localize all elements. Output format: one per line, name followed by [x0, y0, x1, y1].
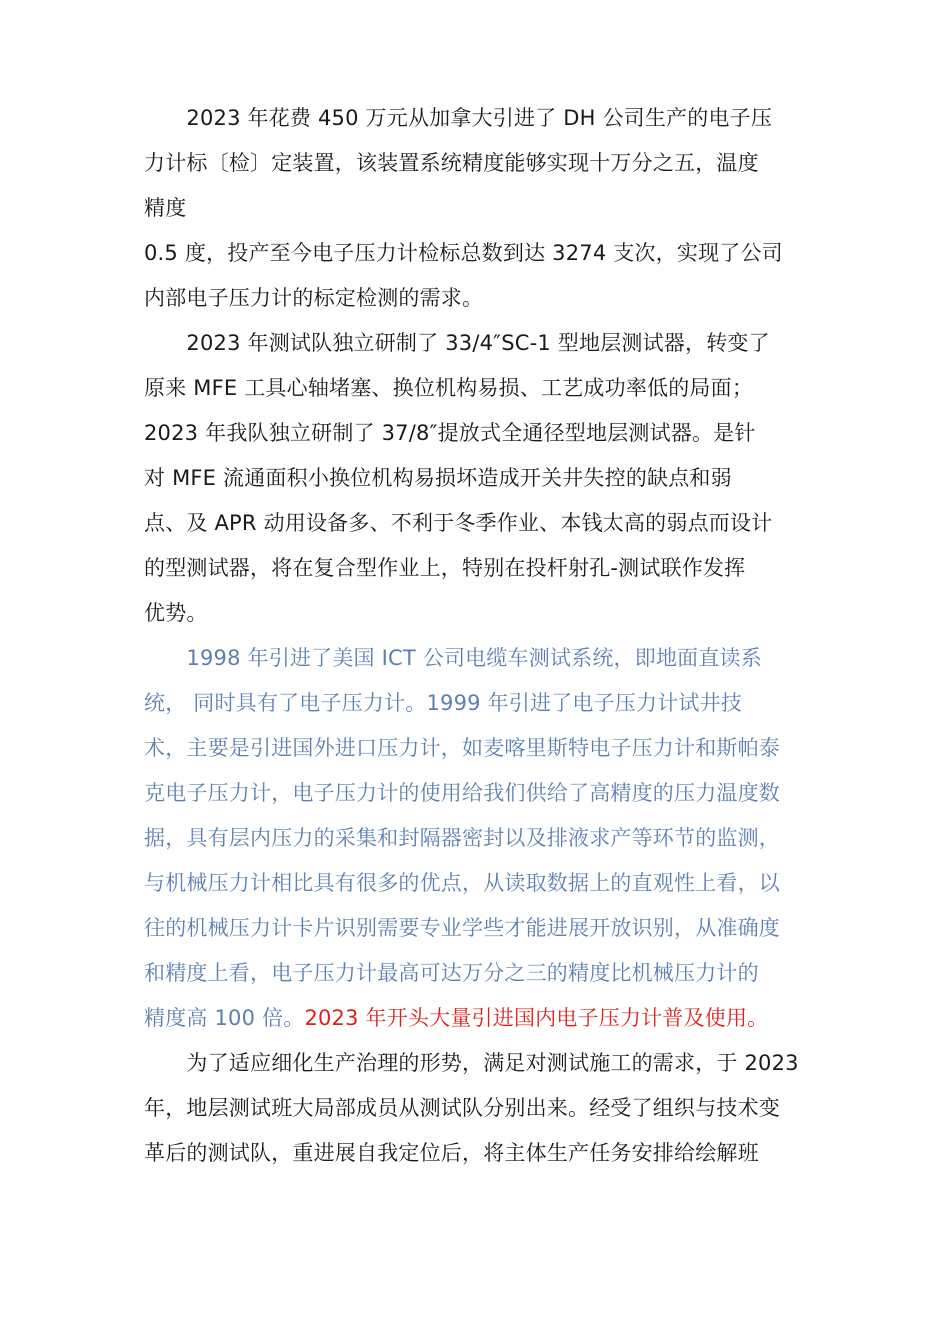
p2-line-2: 原来 MFE 工具心轴堵塞、换位机构易损、工艺成功率低的局面；: [144, 376, 754, 400]
p1-line-2: 力计标〔检〕定装置，该装置系统精度能够实现十万分之五，温度: [144, 151, 759, 175]
p3-line-7: 往的机械压力计卡片识别需要专业学些才能进展开放识别，从准确度: [144, 916, 780, 940]
p1-line-5: 内部电子压力计的标定检测的需求。: [144, 286, 484, 310]
p3-line-6: 与机械压力计相比具有很多的优点，从读取数据上的直观性上看，以: [144, 871, 780, 895]
p3-line-4: 克电子压力计，电子压力计的使用给我们供给了高精度的压力温度数: [144, 781, 780, 805]
p3-line-8: 和精度上看，电子压力计最高可达万分之三的精度比机械压力计的: [144, 961, 759, 985]
p2-line-3: 2023 年我队独立研制了 37/8″提放式全通径型地层测试器。是针: [144, 421, 756, 445]
p2-line-5: 点、及 APR 动用设备多、不利于冬季作业、本钱太高的弱点而设计: [144, 511, 773, 535]
p3-last-red-highlight: 2023 年开头大量引进国内电子压力计普及使用。: [304, 1006, 769, 1030]
p1-line-4: 0.5 度，投产至今电子压力计检标总数到达 3274 支次，实现了公司: [144, 241, 783, 265]
p2-line-4: 对 MFE 流通面积小换位机构易损坏造成开关井失控的缺点和弱: [144, 466, 732, 490]
p4-line-3: 革后的测试队，重进展自我定位后，将主体生产任务安排给绘解班: [144, 1141, 759, 1165]
p3-line-5: 据，具有层内压力的采集和封隔器密封以及排液求产等环节的监测，: [144, 826, 780, 850]
p4-line-2: 年，地层测试班大局部成员从测试队分别出来。经受了组织与技术变: [144, 1096, 780, 1120]
p2-line-1: 2023 年测试队独立研制了 33/4″SC-1 型地层测试器，转变了: [144, 331, 770, 355]
p3-line-3: 术，主要是引进国外进口压力计，如麦喀里斯特电子压力计和斯帕泰: [144, 736, 780, 760]
p3-line-1: 1998 年引进了美国 ICT 公司电缆车测试系统，即地面直读系: [144, 646, 762, 670]
p2-line-6: 的型测试器，将在复合型作业上，特别在投杆射孔-测试联作发挥: [144, 556, 746, 580]
p2-line-7: 优势。: [144, 601, 208, 625]
p1-line-1: 2023 年花费 450 万元从加拿大引进了 DH 公司生产的电子压: [144, 106, 773, 130]
p3-line-2: 统， 同时具有了电子压力计。1999 年引进了电子压力计试井技: [144, 691, 742, 715]
p4-line-1: 为了适应细化生产治理的形势，满足对测试施工的需求，于 2023: [144, 1051, 799, 1075]
p1-line-3: 精度: [144, 196, 187, 220]
p3-line-9: [144, 1003, 768, 1033]
p3-last-blue: 精度高 100 倍。: [144, 1006, 305, 1030]
